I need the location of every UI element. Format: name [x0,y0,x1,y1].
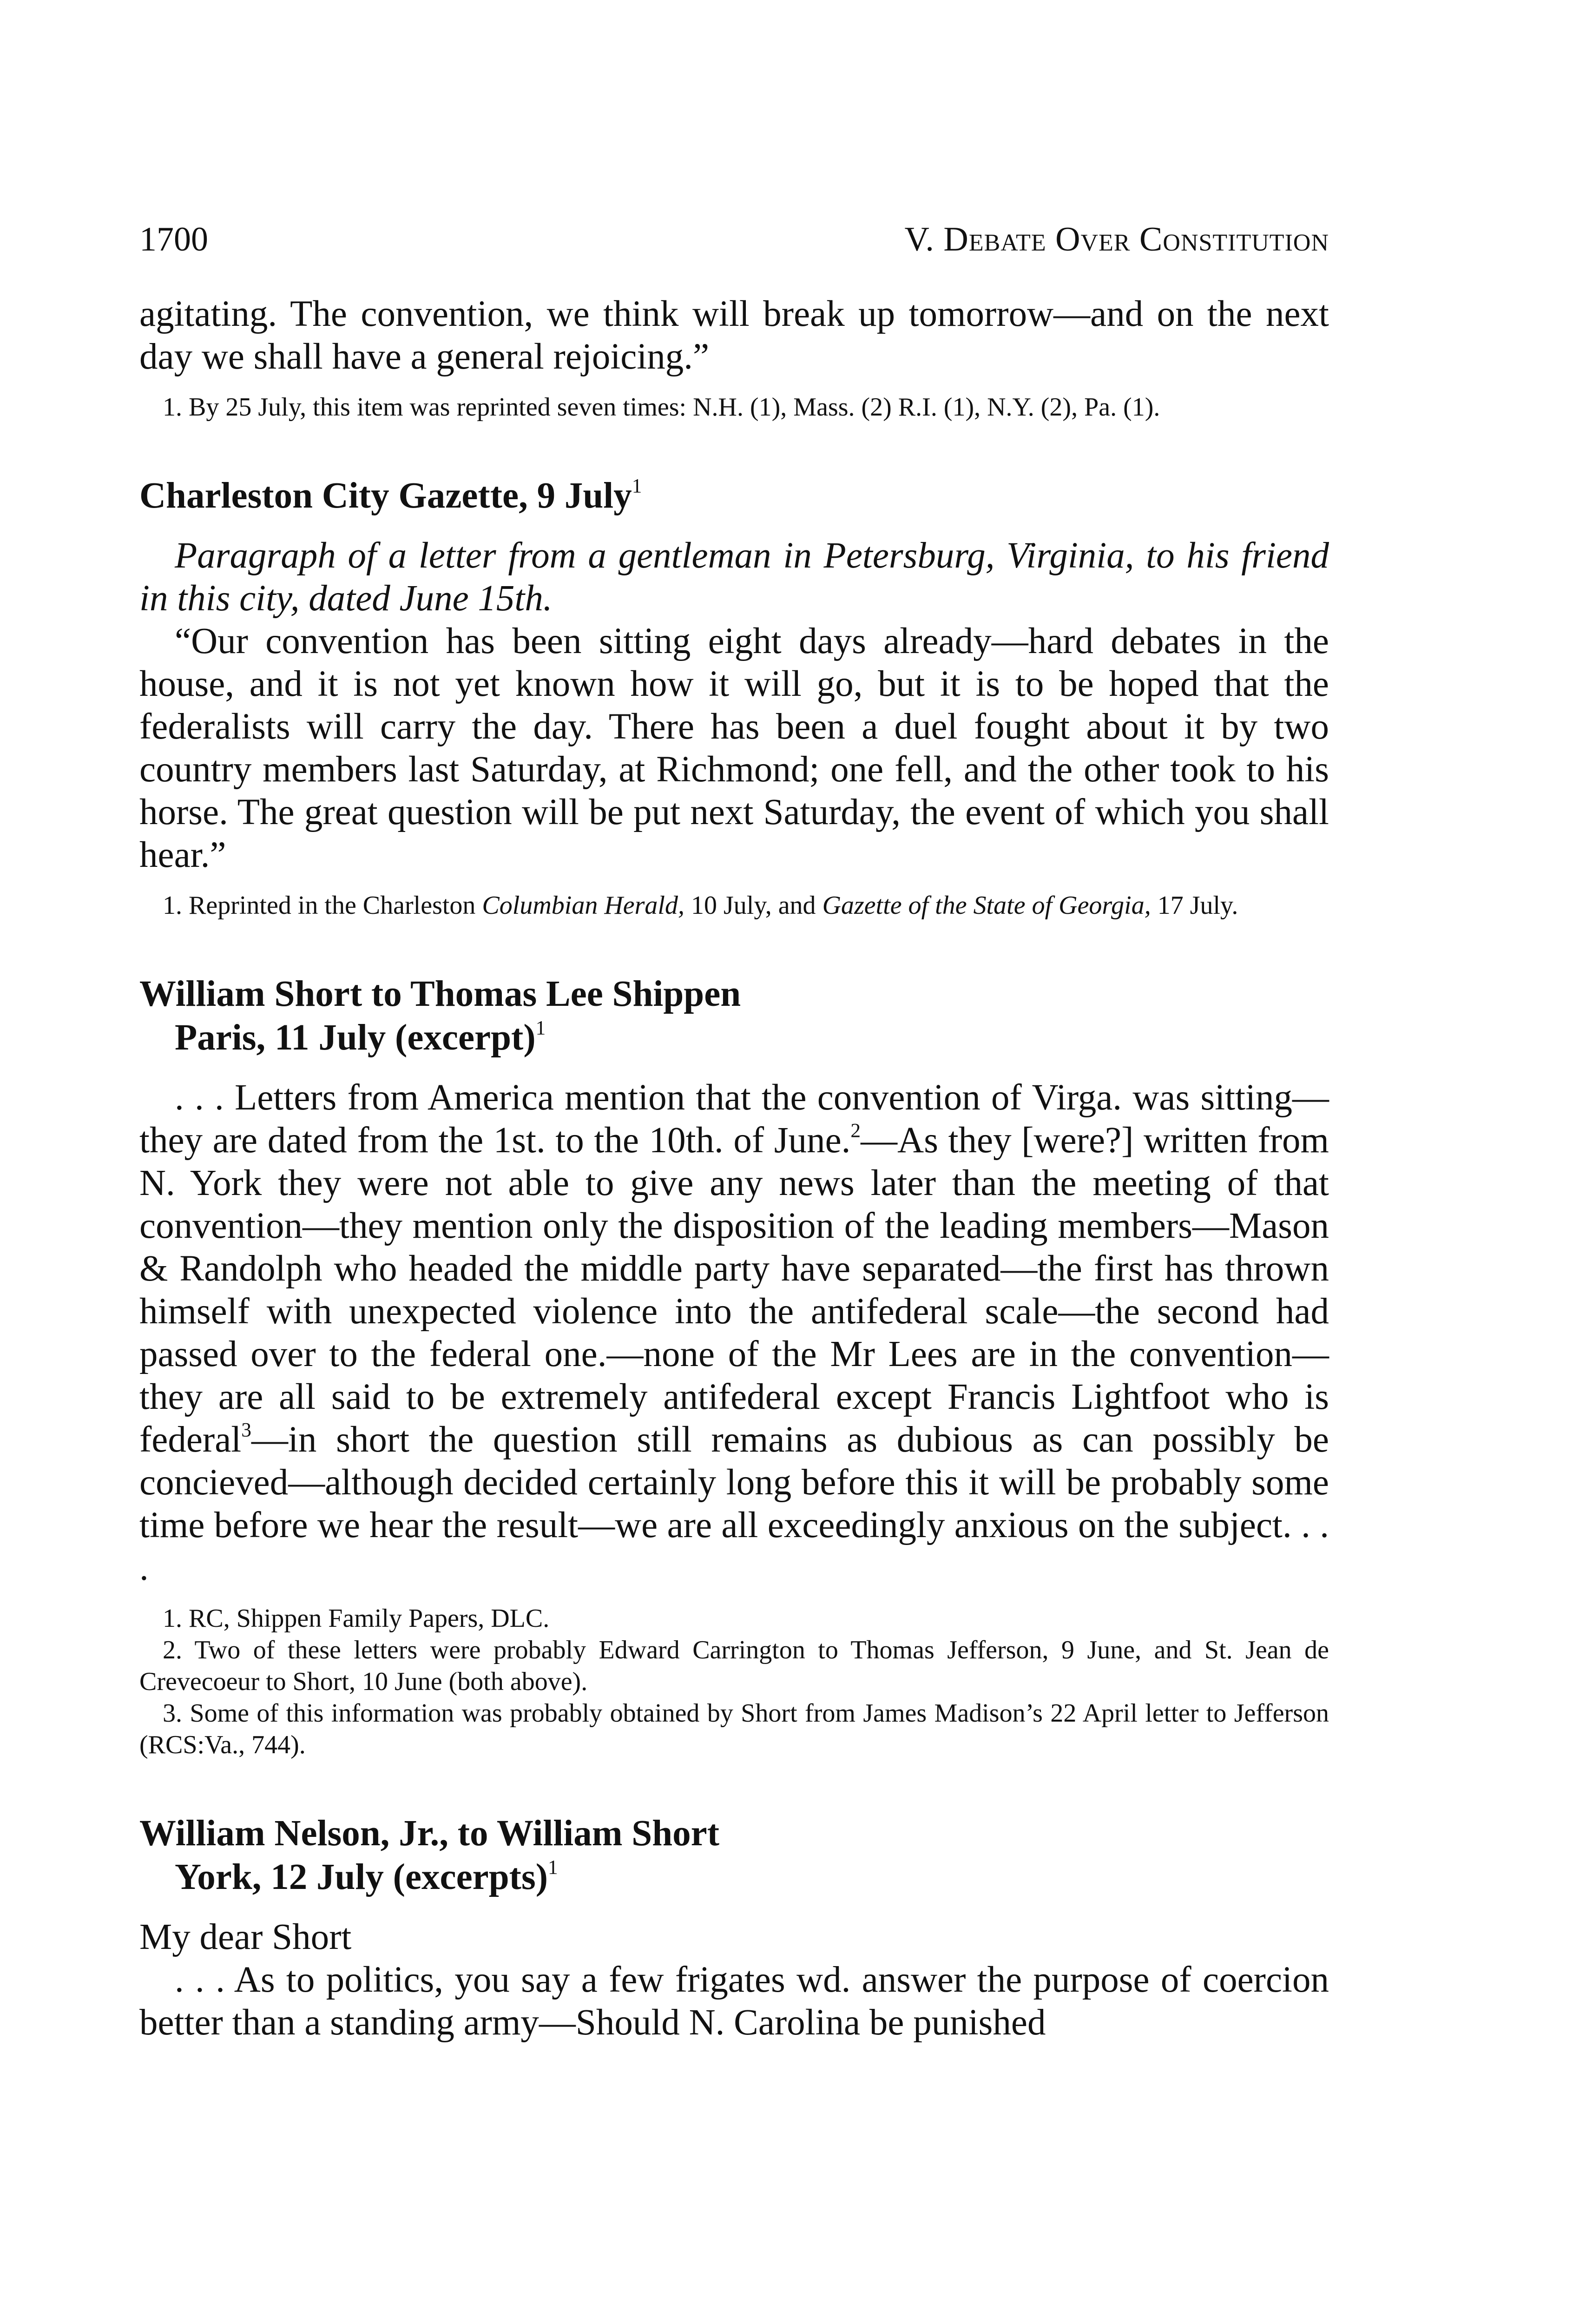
letter-intro [139,535,1329,620]
note-suffix: 17 July. [1151,891,1238,920]
section-heading [139,972,1329,1060]
short-shippen-notes [139,1603,1329,1761]
page-number: 1700 [139,220,208,258]
body-part-2: —As they [were?] written from N. York they were not able to give any news later than the meeting of that convention—they mention only the disposition of the leading members—Mason & Randolph who headed the middle party have separated—the first has thrown himself with unexpected violence into the antifederal scale—the second had passed over to the federal one.—none of the Mr Lees are in the convention—they are all said to be extremely antifederal except Francis Lightfoot who is federal [139,1120,1329,1460]
running-head [139,218,1329,260]
footnote-marker: 1 [548,1856,558,1879]
footnote: 1. RC, Shippen Family Papers, DLC. [163,1604,550,1633]
heading-text: William Nelson, Jr., to William Short [139,1813,720,1854]
body-part-1: . . . Letters from America mention that the convention of Virga. was sitting—they are dated from the 1st. to the 10th. of June. [139,1077,1329,1161]
footnote: 1. By 25 July, this item was reprinted seven times: N.H. (1), Mass. (2) R.I. (1), N.Y. (2), Pa. (1). [163,393,1160,422]
heading-text: William Short to Thomas Lee Shippen [139,974,741,1014]
footnote [139,890,1329,921]
letter-body [139,1076,1329,1590]
continuation-notes [139,391,1329,423]
section-heading [139,1812,1329,1899]
gazette-notes [139,890,1329,921]
heading-text: Charleston City Gazette, 9 July [139,475,632,516]
body-part-3: —in short the question still remains as dubious as can possibly be concieved—although decided certainly long before this it will be probably some time before we hear the result—we are all exceedingly anxious on the subject. . . . [139,1419,1329,1588]
salutation: My dear Short [139,1917,352,1957]
footnote: 3. Some of this information was probably obtained by Short from James Madison’s 22 April letter to Jefferson (RCS:Va., 744). [139,1699,1329,1759]
note-prefix: 1. Reprinted in the Charleston [163,891,482,920]
footnote-marker: 1 [632,475,642,497]
footnote: 2. Two of these letters were probably Edward Carrington to Thomas Jefferson, 9 June, and St. Jean de Crevecoeur to Short, 10 June (both above). [139,1636,1329,1696]
continuation-body: agitating. The convention, we think will break up tomorrow—and on the next day we shall have a general rejoicing.” [139,294,1329,377]
footnote-marker: 1 [535,1017,546,1039]
note-middle: 10 July, and [684,891,822,920]
heading-subline [139,1855,1329,1899]
section-heading [139,474,1329,518]
running-head-title: V. Debate Over Constitution [904,220,1329,258]
footnote-marker: 3 [241,1419,251,1441]
note-italic-2: Gazette of the State of Georgia, [822,891,1151,920]
gazette-section [139,474,1329,921]
note-italic-1: Columbian Herald, [482,891,684,920]
subheading-text: Paris, 11 July (excerpt) [175,1017,536,1058]
intro-italic: Paragraph of a letter from a gentleman in Petersburg, Virginia, to his friend in this city, dated June 15th. [139,535,1329,619]
document-page [139,218,1329,2044]
subheading-text: York, 12 July (excerpts) [175,1857,548,1897]
letter-body: “Our convention has been sitting eight days already—hard debates in the house, and it is not yet known how it will go, but it is to be hoped that the federalists will carry the day. There has been a duel fought about it by two country members last Saturday, at Richmond; one fell, and the other took to his horse. The great question will be put next Saturday, the event of which you shall hear.” [139,621,1329,875]
letter-body: . . . As to politics, you say a few frigates wd. answer the purpose of coercion better than a standing army—Should N. Carolina be punished [139,1960,1329,2043]
heading-subline [139,1016,1329,1060]
nelson-short-section [139,1812,1329,2044]
continuation-section [139,293,1329,423]
short-shippen-section [139,972,1329,1761]
footnote-marker: 2 [850,1119,861,1142]
